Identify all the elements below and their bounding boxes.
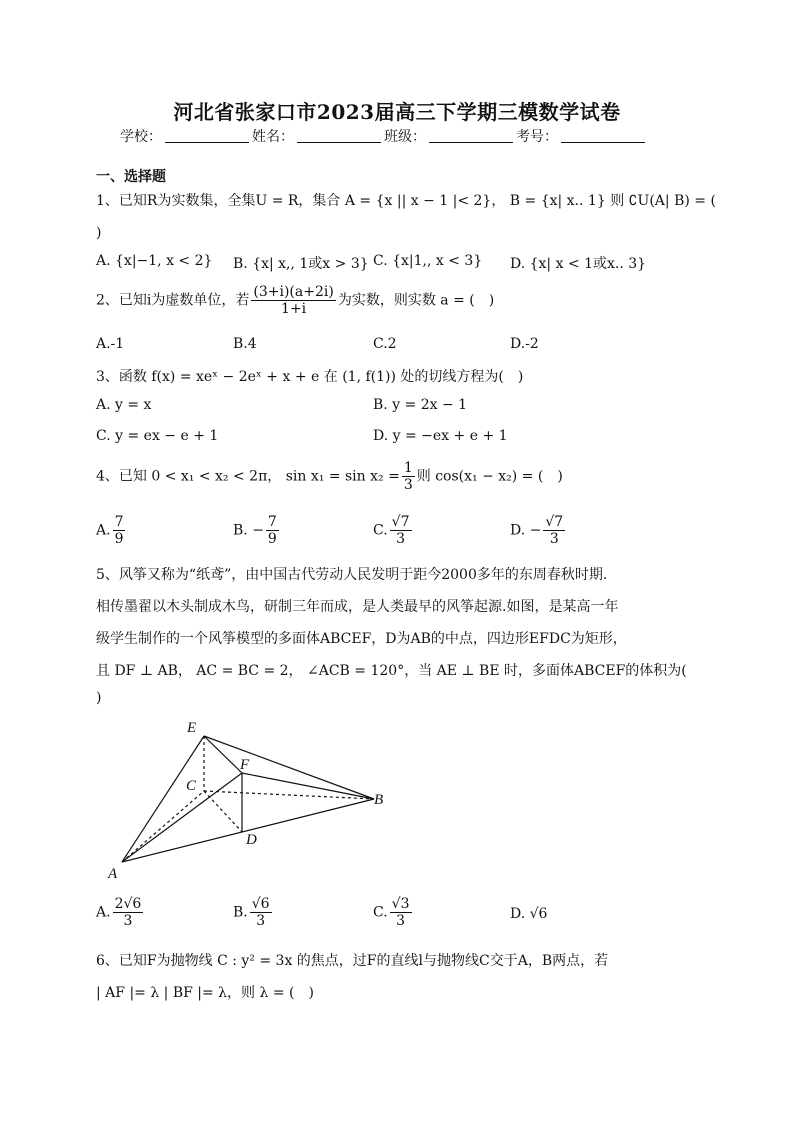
q3-option-a: A. y = x bbox=[96, 397, 152, 413]
q4-b-frac bbox=[266, 514, 279, 547]
edge-ab bbox=[122, 799, 374, 862]
q5-c-label: C. bbox=[373, 904, 388, 921]
q4-a-frac bbox=[113, 514, 126, 547]
q2-prefix: 2、已知i为虚数单位，若 bbox=[96, 292, 250, 309]
q5-a-den: 3 bbox=[123, 913, 133, 929]
q5-line-5: ) bbox=[96, 690, 102, 706]
kite-polyhedron-figure bbox=[94, 716, 394, 886]
q2-option-d: D.-2 bbox=[510, 336, 539, 352]
q5-b-frac bbox=[250, 896, 272, 929]
q4-b-num: 7 bbox=[267, 514, 277, 530]
q4-stem bbox=[96, 460, 563, 493]
q2-fraction bbox=[251, 284, 335, 317]
q5-a-label: A. bbox=[96, 904, 111, 921]
label-d: D bbox=[246, 832, 257, 848]
student-info-row bbox=[120, 126, 648, 146]
q2-denominator: 1+i bbox=[281, 301, 307, 317]
q3-stem: 3、函数 f(x) = xeˣ − 2eˣ + x + e 在 (1, f(1)) 处的切线方程为( ) bbox=[96, 369, 524, 385]
q3-option-d: D. y = −ex + e + 1 bbox=[373, 428, 508, 444]
q5-option-a bbox=[96, 896, 145, 929]
q4-option-c bbox=[373, 514, 414, 547]
q5-c-den: 3 bbox=[396, 913, 406, 929]
q6-line-2: | AF |= λ | BF |= λ，则 λ = ( ) bbox=[96, 985, 314, 1001]
q4-d-frac bbox=[543, 514, 565, 547]
edge-cb-hidden bbox=[204, 791, 374, 799]
q1-option-d: D. {x| x < 1或x.. 3} bbox=[510, 256, 647, 272]
q1-option-a: A. {x|−1, x < 2} bbox=[96, 253, 213, 269]
q1-option-b: B. {x| x,, 1或x > 3} bbox=[233, 256, 369, 272]
q4-stem-b: 则 cos(x₁ − x₂) = ( ) bbox=[416, 468, 563, 485]
q3-option-c: C. y = ex − e + 1 bbox=[96, 428, 219, 444]
q4-b-den: 9 bbox=[267, 531, 277, 547]
edge-cd-hidden bbox=[204, 791, 242, 832]
q3-option-b: B. y = 2x − 1 bbox=[373, 397, 468, 413]
q1-option-c: C. {x|1,, x < 3} bbox=[373, 253, 483, 269]
edge-ae bbox=[122, 736, 204, 862]
section-heading: 一、选择题 bbox=[96, 169, 166, 185]
class-blank[interactable] bbox=[429, 130, 513, 143]
label-b: B bbox=[374, 792, 384, 808]
q4-a-label: A. bbox=[96, 522, 111, 539]
q2-suffix: 为实数，则实数 a = ( ) bbox=[337, 292, 495, 309]
school-label: 学校： bbox=[120, 129, 162, 145]
edge-ef bbox=[204, 736, 242, 773]
label-e: E bbox=[187, 720, 197, 736]
q5-c-frac bbox=[390, 896, 412, 929]
q2-numerator: (3+i)(a+2i) bbox=[253, 284, 334, 300]
q4-a-num: 7 bbox=[114, 514, 124, 530]
label-c: C bbox=[186, 778, 197, 794]
page-title: 河北省张家口市2023届高三下学期三模数学试卷 bbox=[173, 100, 621, 124]
q4-c-frac bbox=[390, 514, 412, 547]
number-blank[interactable] bbox=[561, 130, 645, 143]
q2-stem bbox=[96, 284, 494, 317]
q5-b-num: √6 bbox=[251, 896, 270, 912]
edge-fb bbox=[242, 773, 374, 799]
q4-option-a bbox=[96, 514, 127, 547]
q2-option-b: B.4 bbox=[233, 336, 257, 352]
q4-c-num: √7 bbox=[391, 514, 410, 530]
q2-option-a: A.-1 bbox=[96, 336, 125, 352]
q5-a-num: 2√6 bbox=[114, 896, 142, 912]
q4-c-label: C. bbox=[373, 522, 388, 539]
q4-fraction bbox=[402, 460, 415, 493]
q4-a-den: 9 bbox=[114, 531, 124, 547]
q4-option-b bbox=[233, 514, 281, 547]
q5-line-3: 级学生制作的一个风筝模型的多面体ABCEF，D为AB的中点，四边形EFDC为矩形， bbox=[96, 631, 627, 647]
q4-stem-a: 4、已知 0 < x₁ < x₂ < 2π， sin x₁ = sin x₂ = bbox=[96, 468, 400, 485]
q5-option-d: D. √6 bbox=[510, 906, 548, 922]
q5-b-label: B. bbox=[233, 904, 248, 921]
q4-frac-num: 1 bbox=[403, 460, 413, 476]
name-label: 姓名： bbox=[252, 129, 294, 145]
q4-option-d bbox=[510, 514, 567, 547]
q1-stem-end: ) bbox=[96, 225, 102, 241]
edge-af bbox=[122, 773, 242, 862]
q5-b-den: 3 bbox=[256, 913, 266, 929]
q5-option-b bbox=[233, 896, 274, 929]
q4-d-label: D. − bbox=[510, 522, 542, 539]
q5-option-c bbox=[373, 896, 414, 929]
q2-option-c: C.2 bbox=[373, 336, 397, 352]
q5-line-1: 5、风筝又称为“纸鸢”，由中国古代劳动人民发明于距今2000多年的东周春秋时期. bbox=[96, 567, 608, 583]
q5-line-4: 且 DF ⊥ AB， AC = BC = 2， ∠ACB = 120°，当 AE ⊥ BE 时，多面体ABCEF的体积为( bbox=[96, 663, 687, 679]
q5-a-frac bbox=[113, 896, 144, 929]
q6-line-1: 6、已知F为抛物线 C : y² = 3x 的焦点，过F的直线l与抛物线C交于A，B两点，若 bbox=[96, 953, 609, 969]
number-label: 考号： bbox=[516, 129, 558, 145]
class-label: 班级： bbox=[384, 129, 426, 145]
q4-c-den: 3 bbox=[396, 531, 406, 547]
q1-stem: 1、已知R为实数集，全集U = R，集合 A = {x || x − 1 |< 2}， B = {x| x.. 1} 则 ∁U(A| B) = ( bbox=[96, 193, 716, 209]
school-blank[interactable] bbox=[165, 130, 249, 143]
name-blank[interactable] bbox=[297, 130, 381, 143]
q4-b-label: B. − bbox=[233, 522, 264, 539]
q4-frac-den: 3 bbox=[403, 477, 413, 493]
edge-eb bbox=[204, 736, 374, 799]
q5-c-num: √3 bbox=[391, 896, 410, 912]
q4-d-num: √7 bbox=[545, 514, 564, 530]
q4-d-den: 3 bbox=[549, 531, 559, 547]
label-a: A bbox=[108, 866, 118, 882]
label-f: F bbox=[240, 757, 250, 773]
q5-line-2: 相传墨翟以木头制成木鸟，研制三年而成，是人类最早的风筝起源.如图，是某高一年 bbox=[96, 599, 619, 615]
